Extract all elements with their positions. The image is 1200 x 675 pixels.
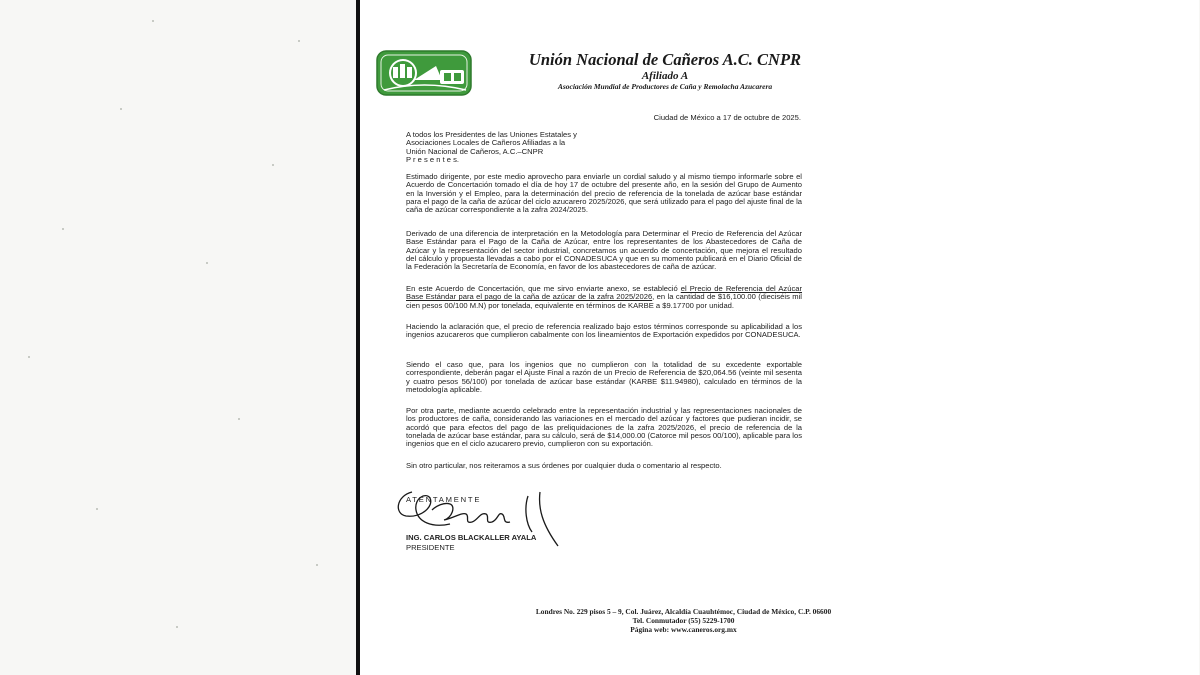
- background-speck: [28, 356, 30, 358]
- background-speck: [120, 108, 122, 110]
- addressee-line: Unión Nacional de Cañeros, A.C.–CNPR: [406, 146, 544, 156]
- paragraph-text: En este Acuerdo de Concertación, que me sirvo enviarte anexo, se estableció: [406, 284, 681, 293]
- paragraph-clarification: Haciendo la aclaración que, el precio de referencia realizado bajo estos términos corresponde su aplicabilidad a los ingenios azucareros que cumplieron cabalmente con los lineamientos de Exportación expedidos por CONADESUCA.: [406, 322, 802, 340]
- background-speck: [176, 626, 178, 628]
- addressee-line: Asociaciones Locales de Cañeros Afiliadas a la: [406, 138, 566, 148]
- background-speck: [316, 564, 318, 566]
- background-speck: [62, 228, 64, 230]
- affiliation-label: Afiliado A: [641, 70, 689, 82]
- salutation: ATENTAMENTE: [406, 495, 482, 504]
- signature-block: [392, 488, 592, 558]
- background-speck: [96, 508, 98, 510]
- paragraph-closing: Sin otro particular, nos reiteramos a sus órdenes por cualquier duda o comentario al respecto.: [406, 461, 722, 470]
- signer-title: PRESIDENTE: [406, 543, 455, 552]
- organization-name: Unión Nacional de Cañeros A.C. CNPR: [528, 50, 802, 69]
- background-speck: [272, 164, 274, 166]
- footer-address: Londres No. 229 pisos 5 – 9, Col. Juárez, Alcaldía Cuauhtémoc, Ciudad de México, C.P. 06600: [535, 607, 832, 616]
- addressee-block: [406, 131, 802, 164]
- signer-name: ING. CARLOS BLACKALLER AYALA: [406, 533, 537, 542]
- association-name: Asociación Mundial de Productores de Caña y Remolacha Azucarera: [557, 82, 773, 91]
- background-speck: [238, 418, 240, 420]
- addressee-line: P r e s e n t e s.: [406, 154, 460, 164]
- background-speck: [206, 262, 208, 264]
- paragraph-noncompliance: Siendo el caso que, para los ingenios que no cumplieron con la totalidad de su excedente exportable correspondiente, deberán pagar el Ajuste Final a razón de un Precio de Referencia de $20,064.56 (veinte mil sesenta y cuatro pesos 56/100) por tonelada de azúcar base estándar (KARBE $11.94980), calculado en términos de la metodología aplicable.: [406, 360, 802, 394]
- handwritten-signature-icon: [392, 488, 592, 558]
- paragraph-methodology: Derivado de una diferencia de interpretación en la Metodología para Determinar el Precio de Referencia del Azúcar Base Estándar para el Pago de la Caña de Azúcar, entre los representantes de los Abastecedores de Caña de Azúcar y la representación del sector industrial, concretamos un acuerdo de concertación, que mejora el resultado del cálculo y propuesta llevadas a cabo por el CONADESUCA y que en su momento publicará en el Diario Oficial de la Federación la Secretaría de Economía, en favor de los abastecedores de caña de azúcar.: [406, 229, 802, 272]
- paragraph-greeting: Estimado dirigente, por este medio aprovecho para enviarle un cordial saludo y al mismo tiempo informarle sobre el Acuerdo de Concertación tomado el día de hoy 17 de octubre del presente año, en la sesión del Grupo de Aumento en la Inversión y el Empleo, para la determinación del precio de referencia de la tonelada de azúcar base estándar para el pago de la caña de azúcar del ciclo azucarero 2025/2026, que será utilizado para el pago del ajuste final de la caña de azúcar correspondiente a la zafra 2024/2025.: [406, 172, 802, 215]
- paragraph-text: , en la cantidad de $16,100.00 (dieciséis mil cien pesos 00/100 M.N) por tonelada, equivalente en términos de KARBE a $9.17700 por unidad.: [406, 292, 802, 310]
- letter-page: [356, 0, 1199, 675]
- cnpr-logo-icon: [376, 50, 472, 96]
- background-speck: [298, 40, 300, 42]
- addressee-line: A todos los Presidentes de las Uniones Estatales y: [406, 130, 577, 139]
- background-speck: [152, 20, 154, 22]
- letter-date: Ciudad de México a 17 de octubre de 2025.: [653, 113, 801, 122]
- footer-website: Página web: www.caneros.org.mx: [630, 625, 737, 634]
- underlined-text: el Precio de Referencia del Azúcar Base Estándar para el pago de la caña de azúcar de la zafra 2025/2026: [406, 284, 802, 302]
- paragraph-preliquidation: Por otra parte, mediante acuerdo celebrado entre la representación industrial y las representaciones nacionales de los productores de caña, considerando las variaciones en el mercado del azúcar y factores que pudieran incidir, se acordó que para efectos del pago de las preliquidaciones de la zafra 2025/2026, el precio de referencia de la tonelada de azúcar base estándar, para su cálculo, será de $14,000.00 (Catorce mil pesos 00/100), aplicable para los ingenios que en el ciclo azucarero previo, cumplieron con su exportación.: [406, 406, 802, 449]
- paragraph-reference-price: [406, 285, 802, 310]
- footer-phone: Tel. Conmutador (55) 5229-1700: [632, 616, 735, 625]
